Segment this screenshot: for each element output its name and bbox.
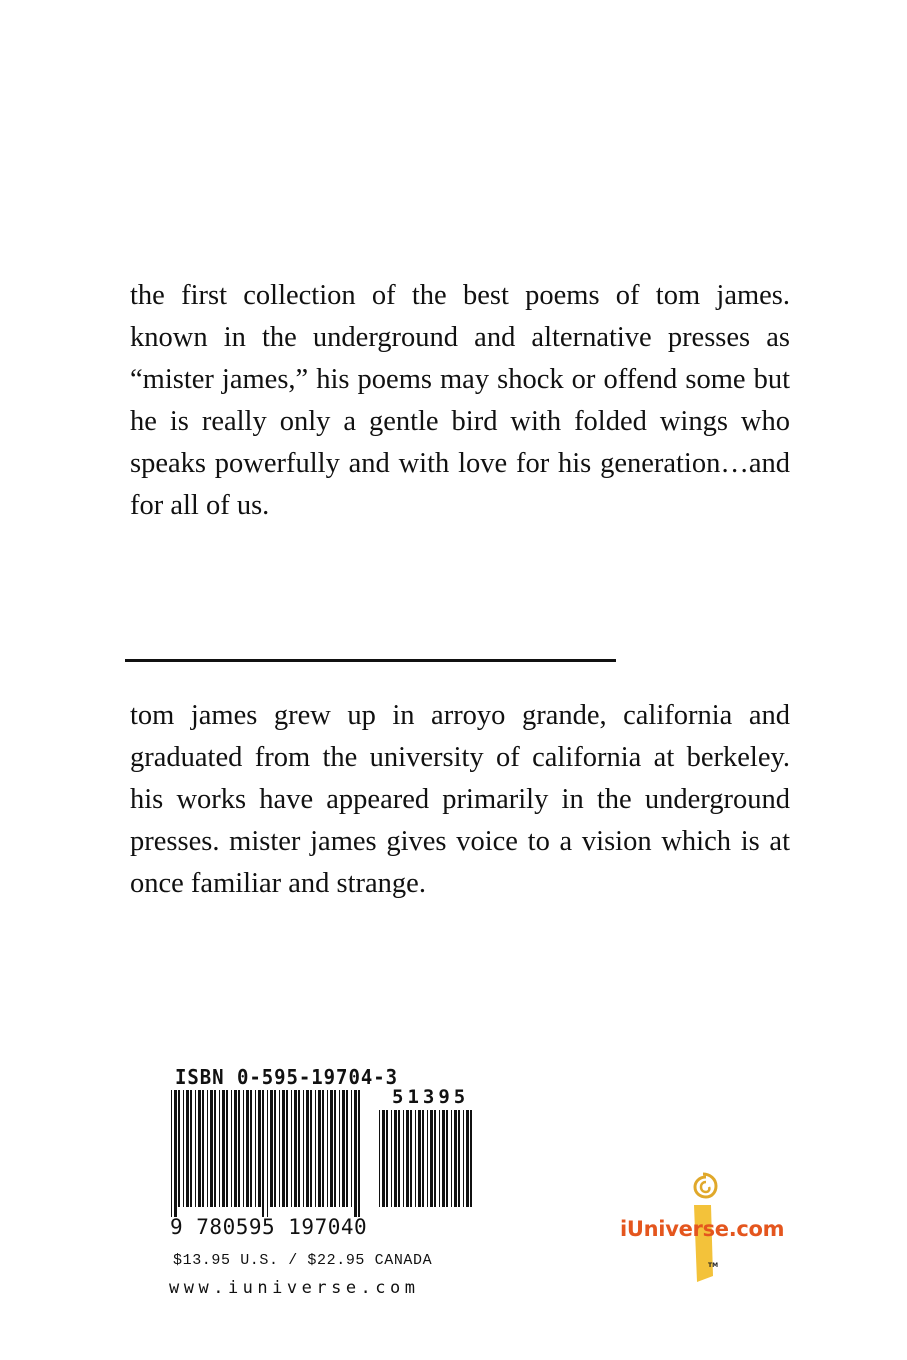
barcode-bar bbox=[190, 1090, 192, 1207]
barcode-bar bbox=[358, 1090, 360, 1217]
barcode-bar bbox=[394, 1110, 397, 1207]
barcode-bar bbox=[322, 1090, 324, 1207]
barcode-bar bbox=[391, 1110, 392, 1207]
barcode-bar bbox=[250, 1090, 252, 1207]
isbn-label: ISBN 0-595-19704-3 bbox=[175, 1065, 399, 1089]
barcode-bar bbox=[470, 1110, 472, 1207]
barcode-bar bbox=[186, 1090, 189, 1207]
author-bio: tom james grew up in arroyo grande, california and graduated from the university of california at berkeley. his works have appeared primarily in the underground presses. mister james gives voice to a vision which is at once familiar and strange. bbox=[130, 700, 790, 899]
barcode-bar bbox=[327, 1090, 328, 1207]
barcode-bar bbox=[178, 1090, 180, 1207]
barcode-bar bbox=[294, 1090, 297, 1207]
barcode-bar bbox=[403, 1110, 404, 1207]
barcode-bar bbox=[418, 1110, 421, 1207]
barcode-bar bbox=[207, 1090, 208, 1207]
barcode-bar bbox=[410, 1110, 412, 1207]
publisher-logo bbox=[620, 1170, 790, 1285]
barcode-bar bbox=[226, 1090, 228, 1207]
barcode-bar bbox=[286, 1090, 288, 1207]
barcode-bar bbox=[466, 1110, 469, 1207]
barcode-bar bbox=[255, 1090, 256, 1207]
trademark-mark: TM bbox=[708, 1262, 719, 1269]
website-url: www.iuniverse.com bbox=[169, 1278, 420, 1298]
barcode-bar bbox=[258, 1090, 261, 1207]
barcode-bar bbox=[183, 1090, 184, 1207]
barcode-bar bbox=[386, 1110, 388, 1207]
barcode-bar bbox=[243, 1090, 244, 1207]
barcode-bar bbox=[303, 1090, 304, 1207]
barcode-bar bbox=[334, 1090, 336, 1207]
barcode-bar bbox=[406, 1110, 409, 1207]
barcode-bar bbox=[463, 1110, 464, 1207]
barcode-bar bbox=[171, 1090, 172, 1217]
barcode-bar bbox=[214, 1090, 216, 1207]
barcode-bar bbox=[291, 1090, 292, 1207]
barcode-bar bbox=[458, 1110, 460, 1207]
barcode-bar bbox=[382, 1110, 385, 1207]
logo-text: iUniverse.com bbox=[620, 1217, 785, 1241]
barcode-bar bbox=[379, 1110, 380, 1207]
barcode-bar bbox=[427, 1110, 428, 1207]
barcode-bar bbox=[279, 1090, 280, 1207]
barcode-bar bbox=[315, 1090, 316, 1207]
barcode-bar bbox=[430, 1110, 433, 1207]
barcode-bar bbox=[298, 1090, 300, 1207]
barcode-bar bbox=[231, 1090, 232, 1207]
book-description: the first collection of the best poems of tom james. known in the underground and alternative presses as “mister james,” his poems may shock or offend some but he is really only a gentle bird with folded wings who speaks powerfully and with love for his generation…and for all of us. bbox=[130, 280, 790, 521]
barcode-bar bbox=[210, 1090, 213, 1207]
barcode-bar bbox=[222, 1090, 225, 1207]
divider-rule bbox=[125, 659, 616, 662]
barcode-bar bbox=[434, 1110, 436, 1207]
barcode-bar bbox=[267, 1090, 268, 1217]
barcode-bar bbox=[415, 1110, 416, 1207]
barcode-bar bbox=[446, 1110, 448, 1207]
price-code: 51395 bbox=[392, 1086, 470, 1108]
barcode-bar bbox=[274, 1090, 276, 1207]
barcode-bar bbox=[282, 1090, 285, 1207]
barcode-bar bbox=[318, 1090, 321, 1207]
barcode-bar bbox=[306, 1090, 309, 1207]
barcode-bar bbox=[442, 1110, 445, 1207]
isbn-barcode bbox=[170, 1090, 362, 1217]
barcode-bar bbox=[339, 1090, 340, 1207]
barcode-bar bbox=[198, 1090, 201, 1207]
barcode-digits: 9 780595 197040 bbox=[170, 1215, 368, 1239]
barcode-bar bbox=[238, 1090, 240, 1207]
barcode-bar bbox=[351, 1090, 352, 1207]
barcode-bar bbox=[262, 1090, 264, 1217]
barcode-bar bbox=[454, 1110, 457, 1207]
barcode-bar bbox=[451, 1110, 452, 1207]
price-barcode bbox=[378, 1110, 474, 1237]
barcode-bar bbox=[422, 1110, 424, 1207]
barcode-bar bbox=[354, 1090, 357, 1217]
barcode-bar bbox=[439, 1110, 440, 1207]
barcode-bar bbox=[219, 1090, 220, 1207]
barcode-bar bbox=[346, 1090, 348, 1207]
barcode-bar bbox=[342, 1090, 345, 1207]
barcode-bar bbox=[202, 1090, 204, 1207]
barcode-bar bbox=[398, 1110, 400, 1207]
barcode-bar bbox=[195, 1090, 196, 1207]
barcode-bar bbox=[330, 1090, 333, 1207]
barcode-bar bbox=[246, 1090, 249, 1207]
barcode-bar bbox=[234, 1090, 237, 1207]
barcode-bar bbox=[310, 1090, 312, 1207]
barcode-bar bbox=[174, 1090, 177, 1217]
barcode-bar bbox=[270, 1090, 273, 1207]
price-label: $13.95 U.S. / $22.95 CANADA bbox=[173, 1252, 433, 1269]
